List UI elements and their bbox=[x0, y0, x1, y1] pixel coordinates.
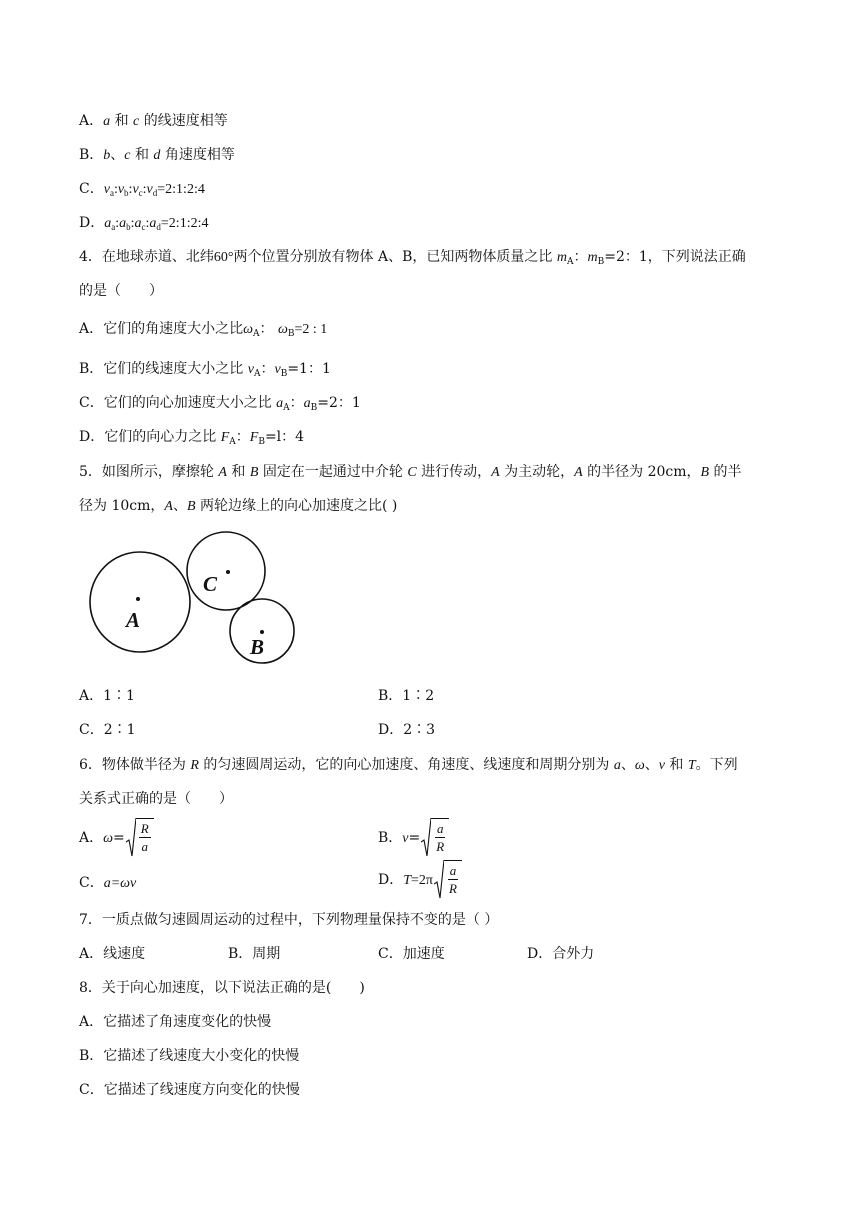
sqrt-symbol: $\frac{R}{a}$ bbox=[126, 818, 154, 858]
q6-stem-line2: 关系式正确的是（ ） bbox=[79, 791, 233, 807]
q3-option-b: B．b、c 和 d 角速度相等 bbox=[79, 147, 235, 163]
q4-stem-line1: 4．在地球赤道、北纬60°两个位置分别放有物体 A、B，已知两物体质量之比 $m_A$：$m_B=2$：1，下列说法正确 bbox=[79, 249, 746, 267]
q5-option-b: B．1∶2 bbox=[378, 688, 435, 704]
q7-option-c: C．加速度 bbox=[378, 946, 445, 962]
q3-option-c: C．$v_a:v_b:v_c:v_d=2:1:2:4$ bbox=[79, 181, 205, 198]
q6-option-a: A．ω= $\frac{R}{a}$ bbox=[79, 818, 154, 859]
wheel-b-center-dot bbox=[260, 630, 264, 634]
q3-option-a: A．a 和 c 的线速度相等 bbox=[79, 113, 228, 129]
q7-option-a: A．线速度 bbox=[79, 946, 146, 962]
q5-option-d: D．2∶3 bbox=[378, 722, 436, 738]
radical-sign-icon bbox=[126, 818, 136, 858]
q7-option-b: B．周期 bbox=[228, 946, 281, 962]
sqrt-symbol: $\frac{a}{R}$ bbox=[434, 860, 462, 900]
wheel-c-label: C bbox=[203, 572, 218, 596]
q8-option-a: A．它描述了角速度变化的快慢 bbox=[79, 1014, 272, 1030]
wheel-a-center-dot bbox=[136, 597, 140, 601]
q4-option-d: D．它们的向心力之比 $F_A$：$F_B=l$：4 bbox=[79, 429, 305, 447]
q4-option-c: C．它们的向心加速度大小之比 $a_A$：$a_B=2$：1 bbox=[79, 395, 361, 413]
q4-option-b: B．它们的线速度大小之比 $v_A$：$v_B=1$：1 bbox=[79, 361, 331, 379]
q3-option-d: D．$a_a:a_b:a_c:a_d=2:1:2:4$ bbox=[79, 215, 209, 232]
sqrt-symbol: $\frac{a}{R}$ bbox=[421, 818, 449, 858]
q5-option-c: C．2∶1 bbox=[79, 722, 136, 738]
q6-option-b: B．v= $\frac{a}{R}$ bbox=[378, 818, 449, 859]
q6-stem-line1: 6．物体做半径为 R 的匀速圆周运动，它的向心加速度、角速度、线速度和周期分别为 a、ω、v 和 T。下列 bbox=[79, 757, 738, 773]
wheel-b-label: B bbox=[250, 635, 265, 659]
wheel-c-circle bbox=[187, 532, 265, 610]
radical-sign-icon bbox=[421, 818, 431, 858]
q5-stem-line1: 5．如图所示，摩擦轮 A 和 B 固定在一起通过中介轮 C 进行传动，A 为主动轮，A 的半径为 20cm，B 的半 bbox=[79, 464, 742, 480]
q5-option-a: A．1∶1 bbox=[79, 688, 135, 704]
q8-option-b: B．它描述了线速度大小变化的快慢 bbox=[79, 1048, 300, 1064]
q7-stem: 7．一质点做匀速圆周运动的过程中，下列物理量保持不变的是（ ） bbox=[79, 912, 499, 928]
q6-option-c: C．a=ωv bbox=[79, 875, 137, 891]
q8-option-c: C．它描述了线速度方向变化的快慢 bbox=[79, 1082, 300, 1098]
q8-stem: 8．关于向心加速度，以下说法正确的是( ) bbox=[79, 980, 365, 996]
q4-stem-line2: 的是（ ） bbox=[79, 283, 163, 299]
q6-option-d: D．T=2π $\frac{a}{R}$ bbox=[378, 860, 462, 901]
wheel-a-label: A bbox=[126, 608, 141, 632]
wheel-a-circle bbox=[90, 552, 190, 652]
friction-wheels-figure bbox=[86, 528, 301, 668]
wheel-c-center-dot bbox=[226, 570, 230, 574]
q5-stem-line2: 径为 10cm，A、B 两轮边缘上的向心加速度之比( ) bbox=[79, 498, 398, 514]
q7-option-d: D．合外力 bbox=[527, 946, 595, 962]
q4-option-a: A．它们的角速度大小之比$\omega_A$： $\omega_B=2$ : 1 bbox=[79, 321, 328, 339]
radical-sign-icon bbox=[434, 860, 444, 900]
